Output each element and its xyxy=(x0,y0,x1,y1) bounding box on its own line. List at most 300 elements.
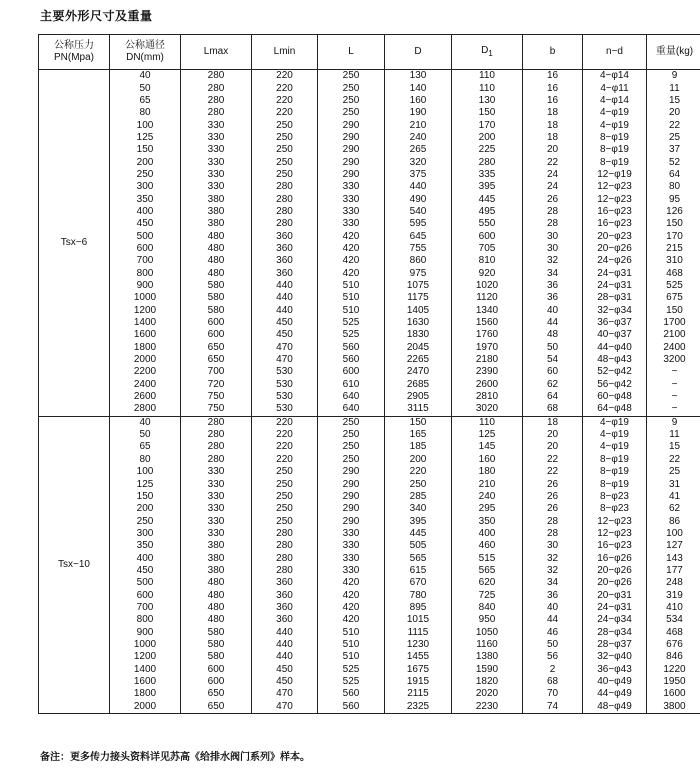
cell-lmin: 280 xyxy=(252,181,318,193)
cell-lmax: 700 xyxy=(181,366,252,378)
cell-d: 210 xyxy=(385,119,452,131)
cell-b: 18 xyxy=(523,119,583,131)
cell-l: 250 xyxy=(318,82,385,94)
cell-b: 20 xyxy=(523,441,583,453)
cell-l: 525 xyxy=(318,664,385,676)
cell-d: 2115 xyxy=(385,688,452,700)
cell-l: 290 xyxy=(318,491,385,503)
cell-d1: 350 xyxy=(452,515,523,527)
cell-lmin: 280 xyxy=(252,565,318,577)
cell-lmax: 580 xyxy=(181,305,252,317)
cell-b: 40 xyxy=(523,305,583,317)
cell-d1: 920 xyxy=(452,268,523,280)
cell-b: 70 xyxy=(523,688,583,700)
cell-dn: 500 xyxy=(110,577,181,589)
cell-dn: 1400 xyxy=(110,317,181,329)
cell-nd: 8−φ23 xyxy=(583,503,647,515)
table-row xyxy=(39,169,700,181)
cell-b: 68 xyxy=(523,676,583,688)
cell-lmin: 220 xyxy=(252,416,318,429)
cell-dn: 400 xyxy=(110,206,181,218)
cell-dn: 100 xyxy=(110,119,181,131)
header-l: L xyxy=(318,35,385,70)
cell-d1: 840 xyxy=(452,602,523,614)
cell-lmin: 250 xyxy=(252,515,318,527)
cell-l: 290 xyxy=(318,478,385,490)
cell-lmax: 750 xyxy=(181,403,252,416)
cell-l: 525 xyxy=(318,676,385,688)
cell-lmin: 440 xyxy=(252,305,318,317)
cell-dn: 1200 xyxy=(110,651,181,663)
cell-lmin: 530 xyxy=(252,366,318,378)
cell-nd: 4−φ19 xyxy=(583,429,647,441)
cell-d: 1075 xyxy=(385,280,452,292)
cell-d1: 295 xyxy=(452,503,523,515)
cell-lmin: 250 xyxy=(252,144,318,156)
cell-nd: 24−φ31 xyxy=(583,280,647,292)
cell-lmin: 470 xyxy=(252,354,318,366)
table-row xyxy=(39,565,700,577)
cell-lmin: 220 xyxy=(252,454,318,466)
cell-lmin: 250 xyxy=(252,503,318,515)
cell-l: 610 xyxy=(318,379,385,391)
cell-nd: 28−φ31 xyxy=(583,292,647,304)
cell-l: 250 xyxy=(318,95,385,107)
cell-lmin: 280 xyxy=(252,218,318,230)
cell-lmax: 650 xyxy=(181,688,252,700)
cell-l: 420 xyxy=(318,230,385,242)
cell-weight: 1220 xyxy=(647,664,700,676)
table-row xyxy=(39,589,700,601)
table-row xyxy=(39,268,700,280)
cell-dn: 2400 xyxy=(110,379,181,391)
cell-lmin: 360 xyxy=(252,589,318,601)
header-pn-line2: PN(Mpa) xyxy=(53,52,94,63)
table-row xyxy=(39,552,700,564)
cell-weight: − xyxy=(647,379,700,391)
cell-lmin: 280 xyxy=(252,206,318,218)
cell-b: 2 xyxy=(523,664,583,676)
cell-dn: 40 xyxy=(110,70,181,83)
cell-d1: 200 xyxy=(452,132,523,144)
cell-b: 40 xyxy=(523,602,583,614)
cell-b: 22 xyxy=(523,454,583,466)
cell-lmin: 280 xyxy=(252,528,318,540)
cell-d: 265 xyxy=(385,144,452,156)
cell-nd: 4−φ19 xyxy=(583,119,647,131)
cell-lmax: 280 xyxy=(181,70,252,83)
table-row xyxy=(39,391,700,403)
cell-d: 375 xyxy=(385,169,452,181)
cell-d: 860 xyxy=(385,255,452,267)
cell-weight: 22 xyxy=(647,454,700,466)
cell-d1: 2600 xyxy=(452,379,523,391)
cell-b: 34 xyxy=(523,577,583,589)
table-row xyxy=(39,354,700,366)
table-row xyxy=(39,639,700,651)
cell-weight: 534 xyxy=(647,614,700,626)
cell-d: 595 xyxy=(385,218,452,230)
table-row xyxy=(39,416,700,429)
cell-weight: 468 xyxy=(647,626,700,638)
cell-l: 560 xyxy=(318,701,385,714)
cell-d1: 460 xyxy=(452,540,523,552)
cell-nd: 12−φ23 xyxy=(583,515,647,527)
cell-dn: 800 xyxy=(110,268,181,280)
cell-lmin: 250 xyxy=(252,156,318,168)
cell-b: 36 xyxy=(523,292,583,304)
cell-dn: 250 xyxy=(110,169,181,181)
cell-b: 62 xyxy=(523,379,583,391)
cell-weight: 676 xyxy=(647,639,700,651)
cell-lmax: 380 xyxy=(181,540,252,552)
cell-d1: 180 xyxy=(452,466,523,478)
cell-dn: 65 xyxy=(110,441,181,453)
cell-weight: 15 xyxy=(647,441,700,453)
cell-nd: 4−φ14 xyxy=(583,95,647,107)
cell-lmax: 280 xyxy=(181,454,252,466)
cell-l: 420 xyxy=(318,255,385,267)
table-row xyxy=(39,651,700,663)
cell-lmax: 330 xyxy=(181,132,252,144)
cell-lmin: 470 xyxy=(252,342,318,354)
table-row xyxy=(39,243,700,255)
cell-d: 285 xyxy=(385,491,452,503)
cell-weight: − xyxy=(647,403,700,416)
cell-d1: 1380 xyxy=(452,651,523,663)
table-row xyxy=(39,342,700,354)
table-row xyxy=(39,366,700,378)
cell-lmax: 280 xyxy=(181,95,252,107)
cell-dn: 900 xyxy=(110,626,181,638)
cell-dn: 2600 xyxy=(110,391,181,403)
cell-d1: 810 xyxy=(452,255,523,267)
cell-lmax: 330 xyxy=(181,466,252,478)
cell-nd: 56−φ42 xyxy=(583,379,647,391)
cell-d1: 565 xyxy=(452,565,523,577)
cell-b: 56 xyxy=(523,651,583,663)
cell-l: 250 xyxy=(318,441,385,453)
cell-nd: 8−φ23 xyxy=(583,491,647,503)
cell-dn: 40 xyxy=(110,416,181,429)
cell-lmax: 480 xyxy=(181,255,252,267)
table-row xyxy=(39,181,700,193)
cell-lmin: 450 xyxy=(252,317,318,329)
cell-d1: 600 xyxy=(452,230,523,242)
cell-d: 975 xyxy=(385,268,452,280)
table-row xyxy=(39,218,700,230)
cell-dn: 450 xyxy=(110,565,181,577)
cell-lmax: 480 xyxy=(181,243,252,255)
cell-weight: 11 xyxy=(647,429,700,441)
table-row xyxy=(39,602,700,614)
cell-lmax: 330 xyxy=(181,491,252,503)
cell-lmin: 530 xyxy=(252,391,318,403)
cell-b: 18 xyxy=(523,416,583,429)
cell-dn: 1600 xyxy=(110,329,181,341)
header-pn-line1: 公称压力 xyxy=(54,40,94,51)
cell-d1: 1560 xyxy=(452,317,523,329)
cell-weight: 37 xyxy=(647,144,700,156)
cell-weight: 319 xyxy=(647,589,700,601)
cell-dn: 450 xyxy=(110,218,181,230)
cell-nd: 16−φ23 xyxy=(583,218,647,230)
cell-nd: 16−φ23 xyxy=(583,540,647,552)
cell-lmin: 280 xyxy=(252,193,318,205)
header-dn-line2: DN(mm) xyxy=(126,52,164,63)
cell-d: 150 xyxy=(385,416,452,429)
cell-b: 28 xyxy=(523,218,583,230)
header-lmax: Lmax xyxy=(181,35,252,70)
cell-dn: 200 xyxy=(110,156,181,168)
cell-d: 185 xyxy=(385,441,452,453)
table-row xyxy=(39,429,700,441)
cell-dn: 700 xyxy=(110,602,181,614)
table-row xyxy=(39,540,700,552)
cell-dn: 80 xyxy=(110,107,181,119)
cell-d1: 240 xyxy=(452,491,523,503)
cell-lmax: 650 xyxy=(181,354,252,366)
cell-weight: 126 xyxy=(647,206,700,218)
cell-lmax: 480 xyxy=(181,230,252,242)
cell-weight: 9 xyxy=(647,416,700,429)
cell-dn: 1800 xyxy=(110,688,181,700)
cell-lmin: 440 xyxy=(252,292,318,304)
cell-l: 250 xyxy=(318,107,385,119)
cell-b: 24 xyxy=(523,181,583,193)
cell-lmax: 330 xyxy=(181,503,252,515)
table-row xyxy=(39,515,700,527)
table-row xyxy=(39,82,700,94)
cell-nd: 8−φ19 xyxy=(583,478,647,490)
cell-b: 50 xyxy=(523,639,583,651)
cell-nd: 36−φ43 xyxy=(583,664,647,676)
cell-l: 330 xyxy=(318,181,385,193)
cell-lmax: 580 xyxy=(181,292,252,304)
cell-lmax: 380 xyxy=(181,552,252,564)
cell-dn: 1400 xyxy=(110,664,181,676)
cell-weight: 15 xyxy=(647,95,700,107)
cell-dn: 600 xyxy=(110,243,181,255)
cell-weight: 80 xyxy=(647,181,700,193)
cell-d: 2905 xyxy=(385,391,452,403)
header-row xyxy=(39,35,700,70)
cell-l: 330 xyxy=(318,206,385,218)
cell-l: 525 xyxy=(318,317,385,329)
cell-dn: 700 xyxy=(110,255,181,267)
cell-l: 510 xyxy=(318,280,385,292)
cell-d: 395 xyxy=(385,515,452,527)
cell-d: 615 xyxy=(385,565,452,577)
cell-b: 28 xyxy=(523,206,583,218)
cell-nd: 20−φ26 xyxy=(583,577,647,589)
cell-b: 26 xyxy=(523,491,583,503)
cell-l: 420 xyxy=(318,577,385,589)
cell-lmin: 530 xyxy=(252,403,318,416)
cell-b: 68 xyxy=(523,403,583,416)
cell-d1: 2020 xyxy=(452,688,523,700)
cell-nd: 64−φ48 xyxy=(583,403,647,416)
cell-dn: 900 xyxy=(110,280,181,292)
cell-lmax: 330 xyxy=(181,144,252,156)
cell-b: 32 xyxy=(523,255,583,267)
table-row xyxy=(39,156,700,168)
cell-d1: 1760 xyxy=(452,329,523,341)
cell-weight: 310 xyxy=(647,255,700,267)
header-dn-line1: 公称通径 xyxy=(125,40,165,51)
table-row xyxy=(39,379,700,391)
table-row xyxy=(39,441,700,453)
cell-b: 36 xyxy=(523,280,583,292)
cell-dn: 2200 xyxy=(110,366,181,378)
table-row xyxy=(39,206,700,218)
cell-d1: 445 xyxy=(452,193,523,205)
cell-dn: 300 xyxy=(110,181,181,193)
cell-nd: 44−φ49 xyxy=(583,688,647,700)
cell-d: 165 xyxy=(385,429,452,441)
cell-d1: 1590 xyxy=(452,664,523,676)
cell-nd: 48−φ49 xyxy=(583,701,647,714)
cell-dn: 50 xyxy=(110,82,181,94)
cell-dn: 1000 xyxy=(110,292,181,304)
cell-nd: 4−φ19 xyxy=(583,107,647,119)
cell-d1: 1120 xyxy=(452,292,523,304)
cell-lmax: 750 xyxy=(181,391,252,403)
cell-d1: 1020 xyxy=(452,280,523,292)
cell-l: 290 xyxy=(318,515,385,527)
cell-weight: 150 xyxy=(647,218,700,230)
cell-nd: 20−φ26 xyxy=(583,565,647,577)
cell-nd: 20−φ31 xyxy=(583,589,647,601)
cell-nd: 20−φ26 xyxy=(583,243,647,255)
cell-lmin: 220 xyxy=(252,429,318,441)
cell-lmax: 330 xyxy=(181,119,252,131)
cell-l: 420 xyxy=(318,243,385,255)
cell-b: 28 xyxy=(523,528,583,540)
cell-lmax: 330 xyxy=(181,156,252,168)
cell-b: 54 xyxy=(523,354,583,366)
cell-dn: 350 xyxy=(110,193,181,205)
cell-dn: 350 xyxy=(110,540,181,552)
cell-nd: 8−φ19 xyxy=(583,156,647,168)
cell-weight: 20 xyxy=(647,107,700,119)
cell-weight: − xyxy=(647,366,700,378)
cell-dn: 600 xyxy=(110,589,181,601)
cell-d1: 225 xyxy=(452,144,523,156)
cell-weight: − xyxy=(647,391,700,403)
cell-d1: 725 xyxy=(452,589,523,601)
cell-lmin: 250 xyxy=(252,169,318,181)
cell-dn: 2000 xyxy=(110,354,181,366)
cell-l: 640 xyxy=(318,391,385,403)
header-d1 xyxy=(452,35,523,70)
header-b: b xyxy=(523,35,583,70)
cell-d1: 210 xyxy=(452,478,523,490)
cell-lmin: 360 xyxy=(252,602,318,614)
cell-weight: 1600 xyxy=(647,688,700,700)
cell-nd: 24−φ31 xyxy=(583,602,647,614)
cell-d: 1405 xyxy=(385,305,452,317)
cell-d: 2325 xyxy=(385,701,452,714)
cell-weight: 675 xyxy=(647,292,700,304)
cell-nd: 32−φ34 xyxy=(583,305,647,317)
cell-nd: 52−φ42 xyxy=(583,366,647,378)
cell-d: 895 xyxy=(385,602,452,614)
table-row xyxy=(39,664,700,676)
cell-l: 290 xyxy=(318,144,385,156)
cell-dn: 250 xyxy=(110,515,181,527)
cell-d: 1915 xyxy=(385,676,452,688)
cell-d: 250 xyxy=(385,478,452,490)
cell-b: 16 xyxy=(523,70,583,83)
cell-d: 670 xyxy=(385,577,452,589)
pressure-group-label: Tsx−6 xyxy=(39,70,110,417)
cell-d: 220 xyxy=(385,466,452,478)
cell-weight: 846 xyxy=(647,651,700,663)
cell-dn: 500 xyxy=(110,230,181,242)
cell-b: 16 xyxy=(523,82,583,94)
cell-lmax: 480 xyxy=(181,577,252,589)
cell-lmin: 250 xyxy=(252,119,318,131)
cell-d1: 550 xyxy=(452,218,523,230)
cell-lmin: 250 xyxy=(252,466,318,478)
cell-lmax: 280 xyxy=(181,107,252,119)
header-weight: 重量(kg) xyxy=(647,35,700,70)
cell-l: 510 xyxy=(318,639,385,651)
cell-weight: 22 xyxy=(647,119,700,131)
cell-lmax: 580 xyxy=(181,639,252,651)
table-row xyxy=(39,193,700,205)
cell-dn: 50 xyxy=(110,429,181,441)
cell-lmax: 380 xyxy=(181,218,252,230)
cell-d1: 950 xyxy=(452,614,523,626)
cell-lmin: 360 xyxy=(252,255,318,267)
cell-l: 290 xyxy=(318,156,385,168)
cell-l: 560 xyxy=(318,354,385,366)
cell-nd: 16−φ26 xyxy=(583,552,647,564)
cell-weight: 25 xyxy=(647,466,700,478)
cell-dn: 125 xyxy=(110,478,181,490)
cell-b: 22 xyxy=(523,466,583,478)
cell-l: 560 xyxy=(318,342,385,354)
cell-lmin: 440 xyxy=(252,639,318,651)
cell-weight: 2100 xyxy=(647,329,700,341)
cell-b: 26 xyxy=(523,503,583,515)
cell-l: 420 xyxy=(318,589,385,601)
cell-weight: 31 xyxy=(647,478,700,490)
cell-dn: 125 xyxy=(110,132,181,144)
table-row xyxy=(39,503,700,515)
cell-nd: 4−φ19 xyxy=(583,416,647,429)
table-row xyxy=(39,491,700,503)
cell-l: 290 xyxy=(318,503,385,515)
cell-lmin: 280 xyxy=(252,552,318,564)
cell-l: 560 xyxy=(318,688,385,700)
cell-lmin: 530 xyxy=(252,379,318,391)
cell-d: 140 xyxy=(385,82,452,94)
cell-l: 420 xyxy=(318,602,385,614)
cell-nd: 40−φ49 xyxy=(583,676,647,688)
table-row xyxy=(39,466,700,478)
cell-d1: 1340 xyxy=(452,305,523,317)
cell-d1: 335 xyxy=(452,169,523,181)
cell-nd: 36−φ37 xyxy=(583,317,647,329)
cell-weight: 100 xyxy=(647,528,700,540)
cell-lmax: 380 xyxy=(181,206,252,218)
cell-lmin: 250 xyxy=(252,491,318,503)
cell-b: 30 xyxy=(523,243,583,255)
cell-d1: 2180 xyxy=(452,354,523,366)
